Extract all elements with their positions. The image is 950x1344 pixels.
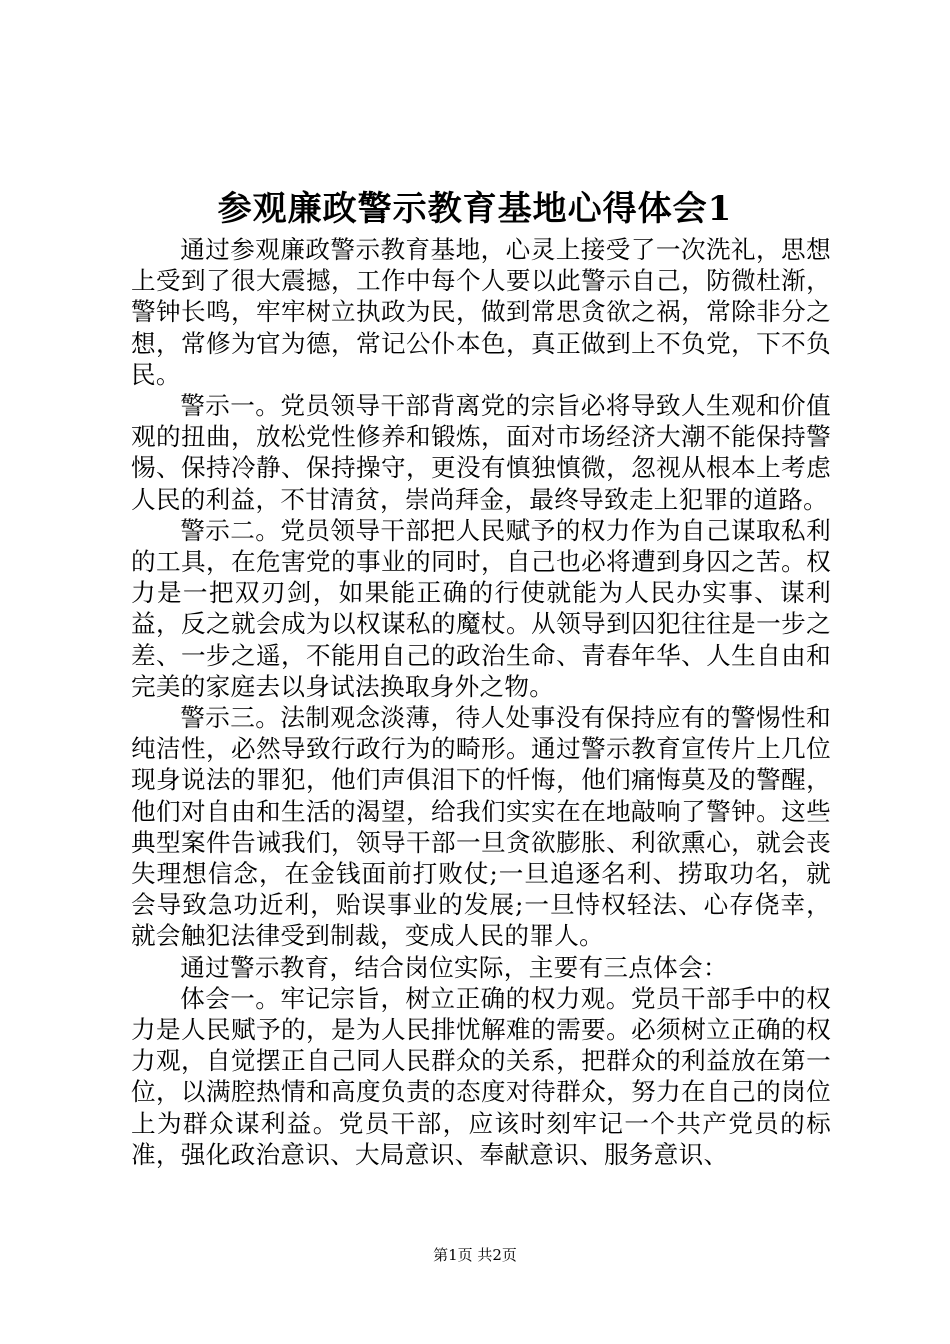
document-body	[131, 234, 831, 1170]
paragraph-warning-one: 警示一。党员领导干部背离党的宗旨必将导致人生观和价值观的扭曲，放松党性修养和锻炼，面对市场经济大潮不能保持警惕、保持冷静、保持操守，更没有慎独慎微，忽视从根本上考虑人民的利益，不甘清贫，崇尚拜金，最终导致走上犯罪的道路。	[131, 391, 831, 514]
document-title: 参观廉政警示教育基地心得体会1	[217, 189, 733, 229]
paragraph-warning-two: 警示二。党员领导干部把人民赋予的权力作为自己谋取私利的工具，在危害党的事业的同时，自己也必将遭到身囚之苦。权力是一把双刃剑，如果能正确的行使就能为人民办实事、谋利益，反之就会成为以权谋私的魔杖。从领导到囚犯往往是一步之差、一步之遥，不能用自己的政治生命、青春年华、人生自由和完美的家庭去以身试法换取身外之物。	[131, 515, 831, 701]
paragraph-intro: 通过参观廉政警示教育基地，心灵上接受了一次洗礼，思想上受到了很大震撼，工作中每个人要以此警示自己，防微杜渐，警钟长鸣，牢牢树立执政为民，做到常思贪欲之祸，常除非分之想，常修为官为德，常记公仆本色，真正做到上不负党，下不负民。	[131, 235, 831, 389]
paragraph-summary-intro: 通过警示教育，结合岗位实际，主要有三点体会：	[180, 952, 728, 982]
page-footer: 第1页 共2页	[433, 1246, 517, 1264]
paragraph-insight-one: 体会一。牢记宗旨，树立正确的权力观。党员干部手中的权力是人民赋予的，是为人民排忧解难的需要。必须树立正确的权力观，自觉摆正自己同人民群众的关系，把群众的利益放在第一位，以满腔热情和高度负责的态度对待群众，努力在自己的岗位上为群众谋利益。党员干部，应该时刻牢记一个共产党员的标准，强化政治意识、大局意识、奉献意识、服务意识、	[131, 983, 831, 1169]
paragraph-warning-three: 警示三。法制观念淡薄，待人处事没有保持应有的警惕性和纯洁性，必然导致行政行为的畸形。通过警示教育宣传片上几位现身说法的罪犯，他们声俱泪下的忏悔，他们痛悔莫及的警醒，他们对自由和生活的渴望，给我们实实在在地敲响了警钟。这些典型案件告诫我们，领导干部一旦贪欲膨胀、利欲熏心，就会丧失理想信念，在金钱面前打败仗;一旦追逐名利、捞取功名，就会导致急功近利，贻误事业的发展;一旦恃权轻法、心存侥幸，就会触犯法律受到制裁，变成人民的罪人。	[131, 703, 831, 951]
